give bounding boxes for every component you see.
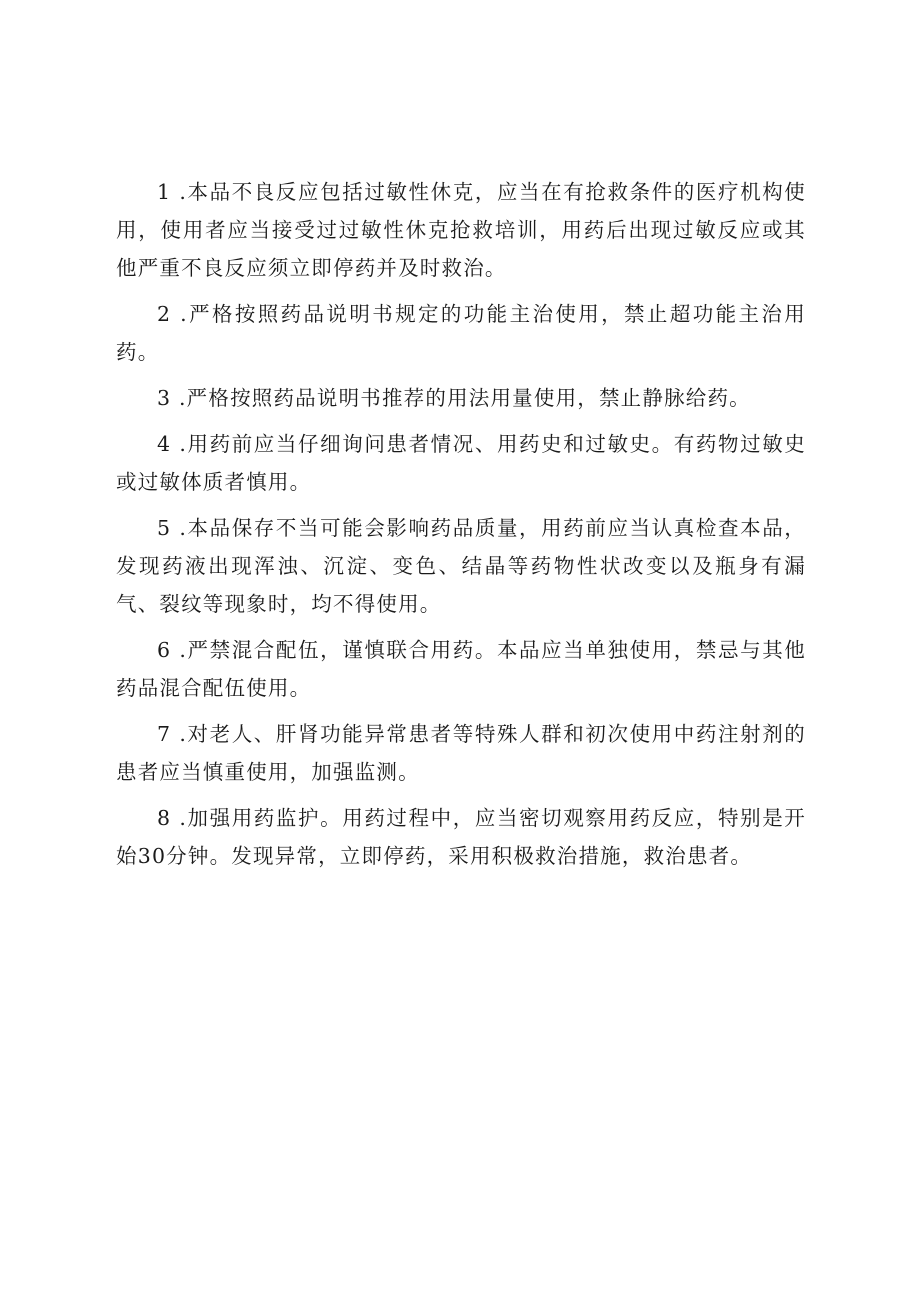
paragraph-item-3: 3 .严格按照药品说明书推荐的用法用量使用，禁止静脉给药。 bbox=[157, 386, 751, 410]
paragraph-item-8: 8 .加强用药监护。用药过程中，应当密切观察用药反应，特别是开始30分钟。发现异常，立即停药，采用积极救治措施，救治患者。 bbox=[116, 806, 806, 868]
paragraph-item-1: 1 .本品不良反应包括过敏性休克，应当在有抢救条件的医疗机构使用，使用者应当接受过过敏性休克抢救培训，用药后出现过敏反应或其他严重不良反应须立即停药并及时救治。 bbox=[116, 180, 806, 280]
document-body bbox=[116, 173, 806, 883]
paragraph-item-7: 7 .对老人、肝肾功能异常患者等特殊人群和初次使用中药注射剂的患者应当慎重使用，加强监测。 bbox=[116, 722, 806, 784]
paragraph-item-4: 4 .用药前应当仔细询问患者情况、用药史和过敏史。有药物过敏史或过敏体质者慎用。 bbox=[116, 432, 806, 494]
paragraph-item-2: 2 .严格按照药品说明书规定的功能主治使用，禁止超功能主治用药。 bbox=[116, 302, 806, 364]
paragraph-item-6: 6 .严禁混合配伍，谨慎联合用药。本品应当单独使用，禁忌与其他药品混合配伍使用。 bbox=[116, 638, 806, 700]
paragraph-item-5: 5 .本品保存不当可能会影响药品质量，用药前应当认真检查本品，发现药液出现浑浊、沉淀、变色、结晶等药物性状改变以及瓶身有漏气、裂纹等现象时，均不得使用。 bbox=[116, 516, 806, 616]
